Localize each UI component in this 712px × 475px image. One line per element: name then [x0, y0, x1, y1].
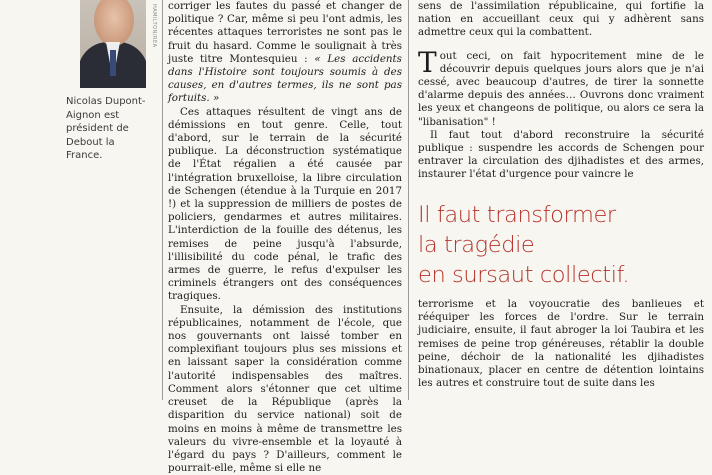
pull-quote-line-1: Il faut transformer [418, 202, 616, 228]
pull-quote [418, 200, 698, 290]
column-rule-right [408, 0, 409, 400]
montesquieu-quote: « Les accidents dans l'Histoire sont toujours soumis à des causes, en d'autres termes, ils ne sont pas fortuits. » [168, 52, 402, 105]
drop-cap: T [418, 45, 437, 79]
pull-quote-line-2: la tragédie [418, 232, 535, 258]
right-paragraph-1: sens de l'assimilation républicaine, qui fortifie la nation en accueillant ceux qui y adhèrent sans admettre ceux qui la combattent. [418, 0, 704, 39]
right-column-bottom [418, 298, 704, 390]
photo-credit: HAMILTON/REA [151, 4, 157, 48]
middle-paragraph-3: Ensuite, la démission des institutions républicaines, notamment de l'école, que nos gouvernants ont laissé tomber en complexifiant toujours plus ses missions et en laissant saper la considération comme l'autorité indispensables des maîtres. Comment alors s'étonner que cet ultime creuset de la République (après la disparition du service national) soit de moins en moins à même de transmettre les valeurs du vivre-ensemble et la loyauté à l'égard du pays ? D'ailleurs, comment le pourrait-elle, même si elle ne [168, 303, 402, 475]
middle-paragraph-2: Ces attaques résultent de vingt ans de démissions en tout genre. Celle, tout d'abord, sur le terrain de la sécurité publique. La déconstruction systématique de l'État régalien a été causée par l'intégration bruxelloise, la libre circulation de Schengen (étendue à la Turquie en 2017 !) et la suppression de milliers de postes de policiers, gendarmes et autres militaires. L'interdiction de la fouille des détenus, les remises de peine jusqu'à l'absurde, l'illisibilité du code pénal, le trafic des armes de guerre, le refus d'expulser les criminels étrangers ont des conséquences tragiques. [168, 105, 402, 303]
author-photo [80, 0, 146, 88]
photo-tie [110, 50, 116, 76]
right-paragraph-3: Il faut tout d'abord reconstruire la sécurité publique : suspendre les accords de Schengen pour entraver la circulation des djihadistes et des armes, instaurer l'état d'urgence pour vaincre le [418, 128, 704, 181]
right-paragraph-2: Tout ceci, on fait hypocritement mine de le découvrir depuis quelques jours alors que je n'ai cessé, avec beaucoup d'autres, de tirer la sonnette d'alarme depuis des années… Ouvrons donc vraiment les yeux et changeons de politique, ou alors ce sera la "libanisation" ! [418, 45, 704, 128]
column-rule-left [162, 0, 163, 400]
right-paragraph-4: terrorisme et la voyoucratie des banlieues et rééquiper les forces de l'ordre. Sur le terrain judiciaire, ensuite, il faut abroger la loi Taubira et les remises de peine trop généreuses, rétablir la double peine, déchoir de la nationalité les djihadistes binationaux, placer en centre de détention lointains les autres et construire tout de suite dans les [418, 298, 704, 390]
pull-quote-line-3: en sursaut collectif. [418, 262, 630, 288]
photo-caption: Nicolas Dupont-Aignon est président de Debout la France. [66, 96, 146, 161]
middle-column [168, 0, 402, 475]
photo-face [94, 0, 134, 46]
middle-paragraph-1: corriger les fautes du passé et changer de politique ? Car, même si peu l'ont admis, les récentes attaques terroristes ne sont pas le fruit du hasard. Comme le soulignait à très juste titre Montesquieu : « Les accidents dans l'Histoire sont toujours soumis à des causes, en d'autres termes, ils ne sont pas fortuits. » [168, 0, 402, 105]
right-column-top [418, 0, 704, 182]
